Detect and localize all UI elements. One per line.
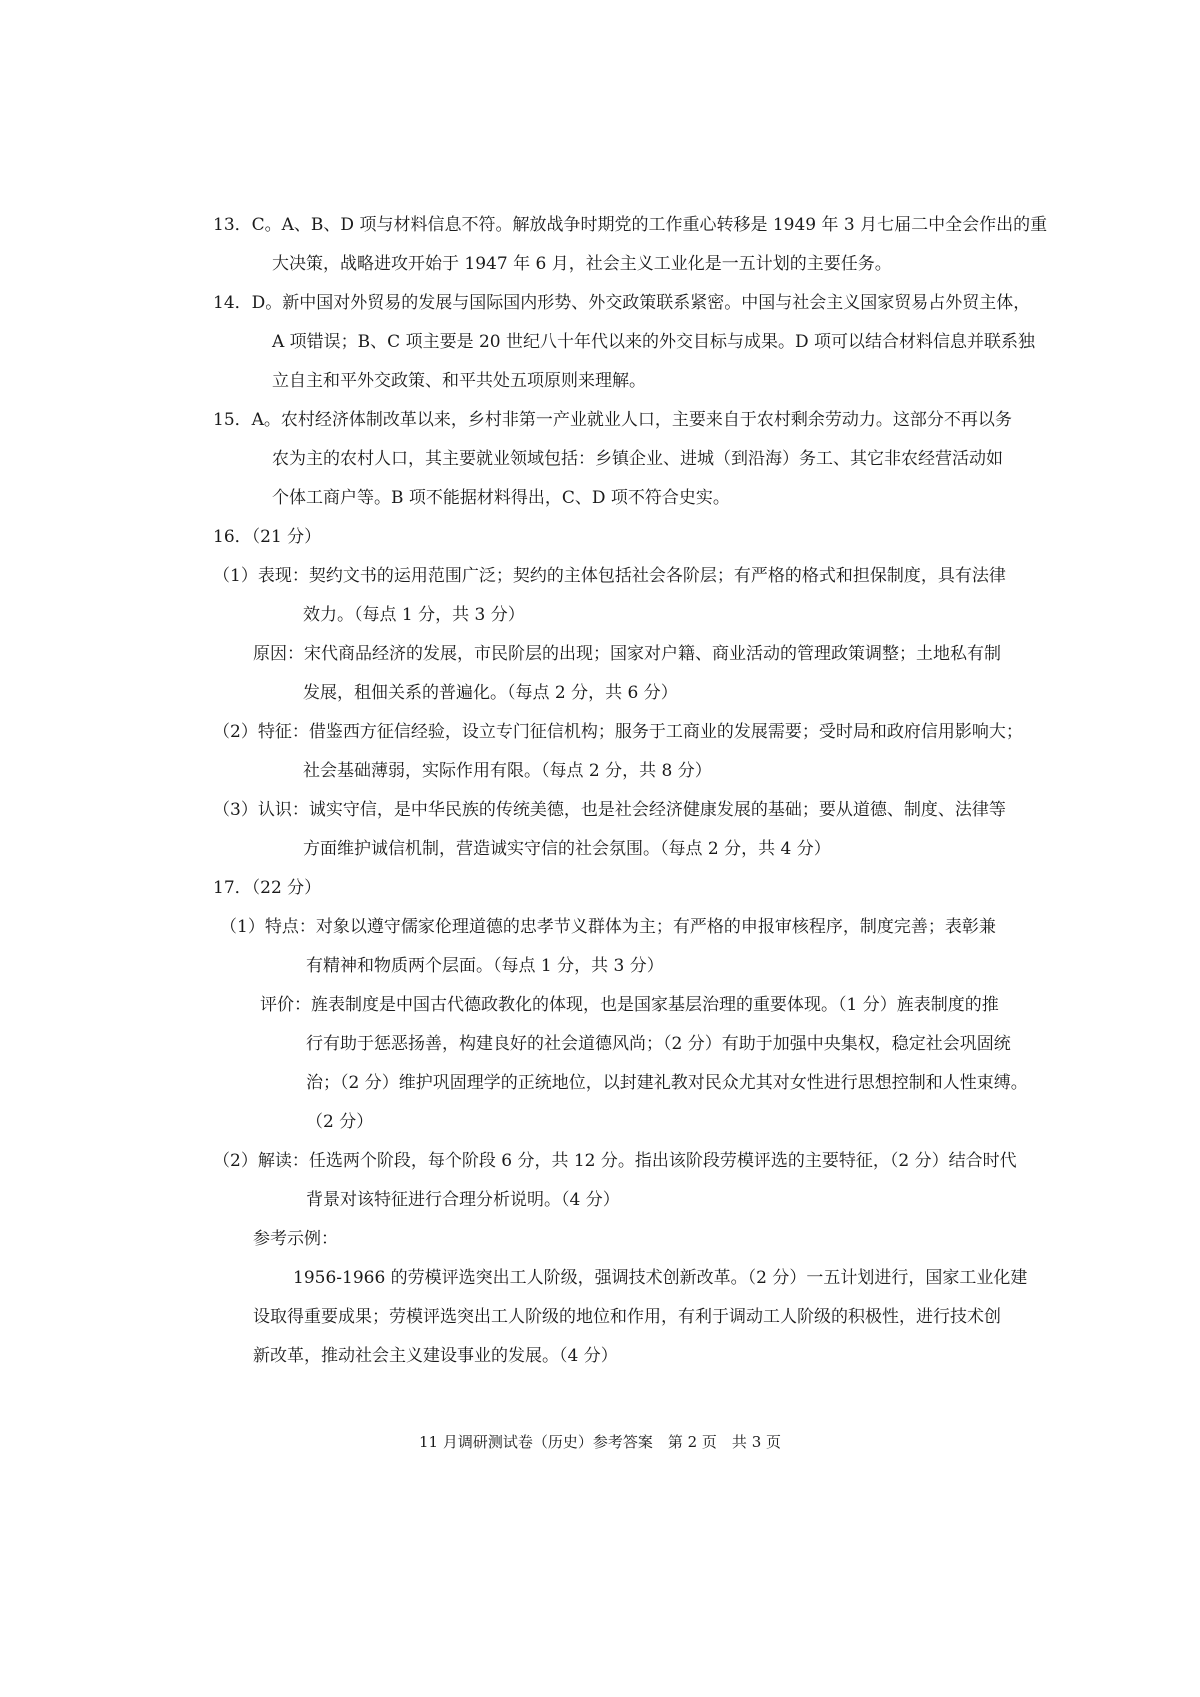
q17-evaluation-line-1: 评价：旌表制度是中国古代德政教化的体现，也是国家基层治理的重要体现。（1 分）旌表制度的推: [260, 995, 999, 1015]
reference-example-line-3: 新改革，推动社会主义建设事业的发展。（4 分）: [253, 1346, 618, 1366]
q17-evaluation-line-3: 治；（2 分）维护巩固理学的正统地位，以封建礼教对民众尤其对女性进行思想控制和人性束缚。: [306, 1073, 1028, 1093]
reference-example-line-2: 设取得重要成果；劳模评选突出工人阶级的地位和作用，有利于调动工人阶级的积极性，进行技术创: [253, 1307, 1001, 1327]
q17-part2-line-2: 背景对该特征进行合理分析说明。（4 分）: [306, 1190, 620, 1210]
q16-reason-line-1: 原因：宋代商品经济的发展，市民阶层的出现；国家对户籍、商业活动的管理政策调整；土地私有制: [253, 644, 1001, 664]
q15-line-2: 农为主的农村人口，其主要就业领域包括：乡镇企业、进城（到沿海）务工、其它非农经营活动如: [272, 449, 1003, 469]
q15-line-1: 15．A。农村经济体制改革以来，乡村非第一产业就业人口，主要来自于农村剩余劳动力。这部分不再以务: [213, 410, 1012, 430]
q17-part2-line-1: （2）解读：任选两个阶段，每个阶段 6 分，共 12 分。指出该阶段劳模评选的主要特征，（2 分）结合时代: [213, 1151, 1017, 1171]
q16-reason-line-2: 发展，租佃关系的普遍化。（每点 2 分，共 6 分）: [303, 683, 678, 703]
q16-part1-line-2: 效力。（每点 1 分，共 3 分）: [303, 605, 525, 625]
q17-evaluation-line-4: （2 分）: [306, 1112, 374, 1132]
q17-evaluation-line-2: 行有助于惩恶扬善，构建良好的社会道德风尚；（2 分）有助于加强中央集权，稳定社会巩固统: [306, 1034, 1011, 1054]
q16-part1-line-1: （1）表现：契约文书的运用范围广泛；契约的主体包括社会各阶层；有严格的格式和担保制度，具有法律: [213, 566, 1006, 586]
q14-line-1: 14．D。新中国对外贸易的发展与国际国内形势、外交政策联系紧密。中国与社会主义国家贸易占外贸主体，: [213, 293, 1031, 313]
q16-heading: 16．（21 分）: [213, 527, 322, 547]
q14-line-3: 立自主和平外交政策、和平共处五项原则来理解。: [272, 371, 646, 391]
page-footer: 11 月调研测试卷（历史）参考答案 第 2 页 共 3 页: [418, 1433, 782, 1451]
reference-example-line-1: 1956-1966 的劳模评选突出工人阶级，强调技术创新改革。（2 分）一五计划进行，国家工业化建: [293, 1268, 1028, 1288]
q13-line-2: 大决策，战略进攻开始于 1947 年 6 月，社会主义工业化是一五计划的主要任务。: [272, 254, 892, 274]
q14-line-2: A 项错误；B、C 项主要是 20 世纪八十年代以来的外交目标与成果。D 项可以结合材料信息并联系独: [272, 332, 1036, 352]
reference-example-heading: 参考示例：: [253, 1229, 338, 1249]
q17-heading: 17．（22 分）: [213, 878, 322, 898]
q15-line-3: 个体工商户等。B 项不能据材料得出，C、D 项不符合史实。: [272, 488, 730, 508]
q16-part2-line-1: （2）特征：借鉴西方征信经验，设立专门征信机构；服务于工商业的发展需要；受时局和政府信用影响大；: [213, 722, 1023, 742]
q17-part1-line-2: 有精神和物质两个层面。（每点 1 分，共 3 分）: [306, 956, 664, 976]
q16-part3-line-2: 方面维护诚信机制，营造诚实守信的社会氛围。（每点 2 分，共 4 分）: [303, 839, 831, 859]
q17-part1-line-1: （1）特点：对象以遵守儒家伦理道德的忠孝节义群体为主；有严格的申报审核程序，制度完善；表彰兼: [220, 917, 996, 937]
q16-part2-line-2: 社会基础薄弱，实际作用有限。（每点 2 分，共 8 分）: [303, 761, 712, 781]
q16-part3-line-1: （3）认识：诚实守信，是中华民族的传统美德，也是社会经济健康发展的基础；要从道德、制度、法律等: [213, 800, 1006, 820]
q13-line-1: 13．C。A、B、D 项与材料信息不符。解放战争时期党的工作重心转移是 1949 年 3 月七届二中全会作出的重: [213, 215, 1048, 235]
